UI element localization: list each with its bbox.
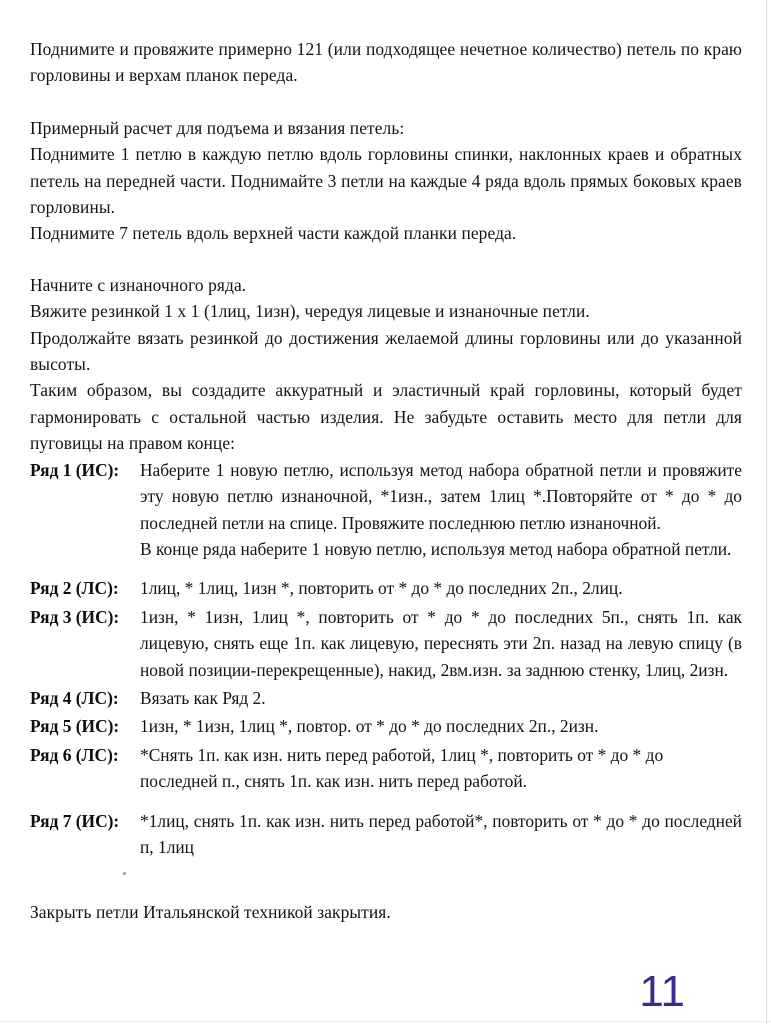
row-label-2: Ряд 2 (ЛС): <box>30 578 119 599</box>
row-text-6: *Снять 1п. как изн. нить перед работой, 1лиц *, повторить от * до * до последней п., снять 1п. как изн. нить перед работой. <box>140 744 664 792</box>
paragraph-calc-placket: Поднимите 7 петель вдоль верхней части каждой планки переда. <box>30 223 517 244</box>
paragraph-rib-continue: Продолжайте вязать резинкой до достижения желаемой длины горловины или до указанной высоты. <box>30 327 742 375</box>
row-label-4: Ряд 4 (ЛС): <box>30 687 119 708</box>
paragraph-calc-heading: Примерный расчет для подъема и вязания петель: <box>30 117 405 138</box>
row-instruction-7 <box>30 808 742 861</box>
page-edge-right <box>766 0 767 1024</box>
page-content <box>30 36 742 926</box>
row-text-2: 1лиц, * 1лиц, 1изн *, повторить от * до * до последних 2п., 2лиц. <box>140 578 623 599</box>
row-instruction-3 <box>30 604 742 683</box>
row-text-7: *1лиц, снять 1п. как изн. нить перед работой*, повторить от * до * до последней п, 1лиц <box>140 810 742 857</box>
row-spacer <box>30 795 742 808</box>
row-label-1: Ряд 1 (ИС): <box>30 459 120 480</box>
row-instruction-5 <box>30 713 742 739</box>
row-text-1: Наберите 1 новую петлю, используя метод набора обратной петли и провяжите эту новую петлю изнаночной, *1изн., затем 1лиц *.Повторяйте от * до * до последней петли на спице. Провяжите последнюю петлю изнаночной. <box>140 459 742 533</box>
paragraph-closing: Закрыть петли Итальянской техникой закрытия. <box>30 902 391 923</box>
row-text-3: 1изн, * 1изн, 1лиц *, повторить от * до * до последних 5п., снять 1п. как лицевую, снять еще 1п. как лицевую, переснять эти 2п. назад на левую спицу (в новой позиции-перекрещенные), накид, 2вм.изн. за заднюю стенку, 1лиц, 2изн. <box>140 606 742 680</box>
row-spacer <box>30 562 742 575</box>
paragraph-pickup-intro: Поднимите и провяжите примерно 121 (или подходящее нечетное количество) петель по краю горловины и верхам планок переда. <box>30 39 742 86</box>
row-instruction-4 <box>30 685 742 711</box>
paragraph-spacer <box>30 89 742 115</box>
row-continuation-1: В конце ряда наберите 1 новую петлю, используя метод набора обратной петли. <box>140 538 732 559</box>
row-text-5: 1изн, * 1изн, 1лиц *, повтор. от * до * до последних 2п., 2изн. <box>140 716 599 737</box>
row-label-5: Ряд 5 (ИС): <box>30 716 120 737</box>
row-instruction-6 <box>30 742 742 795</box>
row-instruction-1 <box>30 457 742 536</box>
closing-spacer <box>30 860 742 886</box>
paragraph-start-row: Начните с изнаночного ряда. <box>30 274 247 295</box>
paragraph-spacer <box>30 247 742 272</box>
page-number: 11 <box>639 967 685 1016</box>
paragraph-calc-detail: Поднимите 1 петлю в каждую петлю вдоль горловины спинки, наклонных краев и обратных петель на передней части. Поднимайте 3 петли на каждые 4 ряда вдоль прямых боковых краев горловины. <box>30 144 742 218</box>
row-text-4: Вязать как Ряд 2. <box>140 687 266 708</box>
row-label-6: Ряд 6 (ЛС): <box>30 744 119 765</box>
row-label-7: Ряд 7 (ИС): <box>30 810 120 831</box>
paragraph-rib-instruction: Вяжите резинкой 1 х 1 (1лиц, 1изн), чередуя лицевые и изнаночные петли. <box>30 301 590 322</box>
paragraph-summary: Таким образом, вы создадите аккуратный и эластичный край горловины, который будет гармонировать с остальной частью изделия. Не забудьте оставить место для петли для пуговицы на правом конце: <box>30 380 742 454</box>
closing-spacer-extra <box>30 886 742 899</box>
scan-artifact-dot <box>123 872 126 875</box>
row-instruction-2 <box>30 575 742 601</box>
row-label-3: Ряд 3 (ИС): <box>30 606 120 627</box>
page-edge-bottom <box>0 1021 771 1022</box>
